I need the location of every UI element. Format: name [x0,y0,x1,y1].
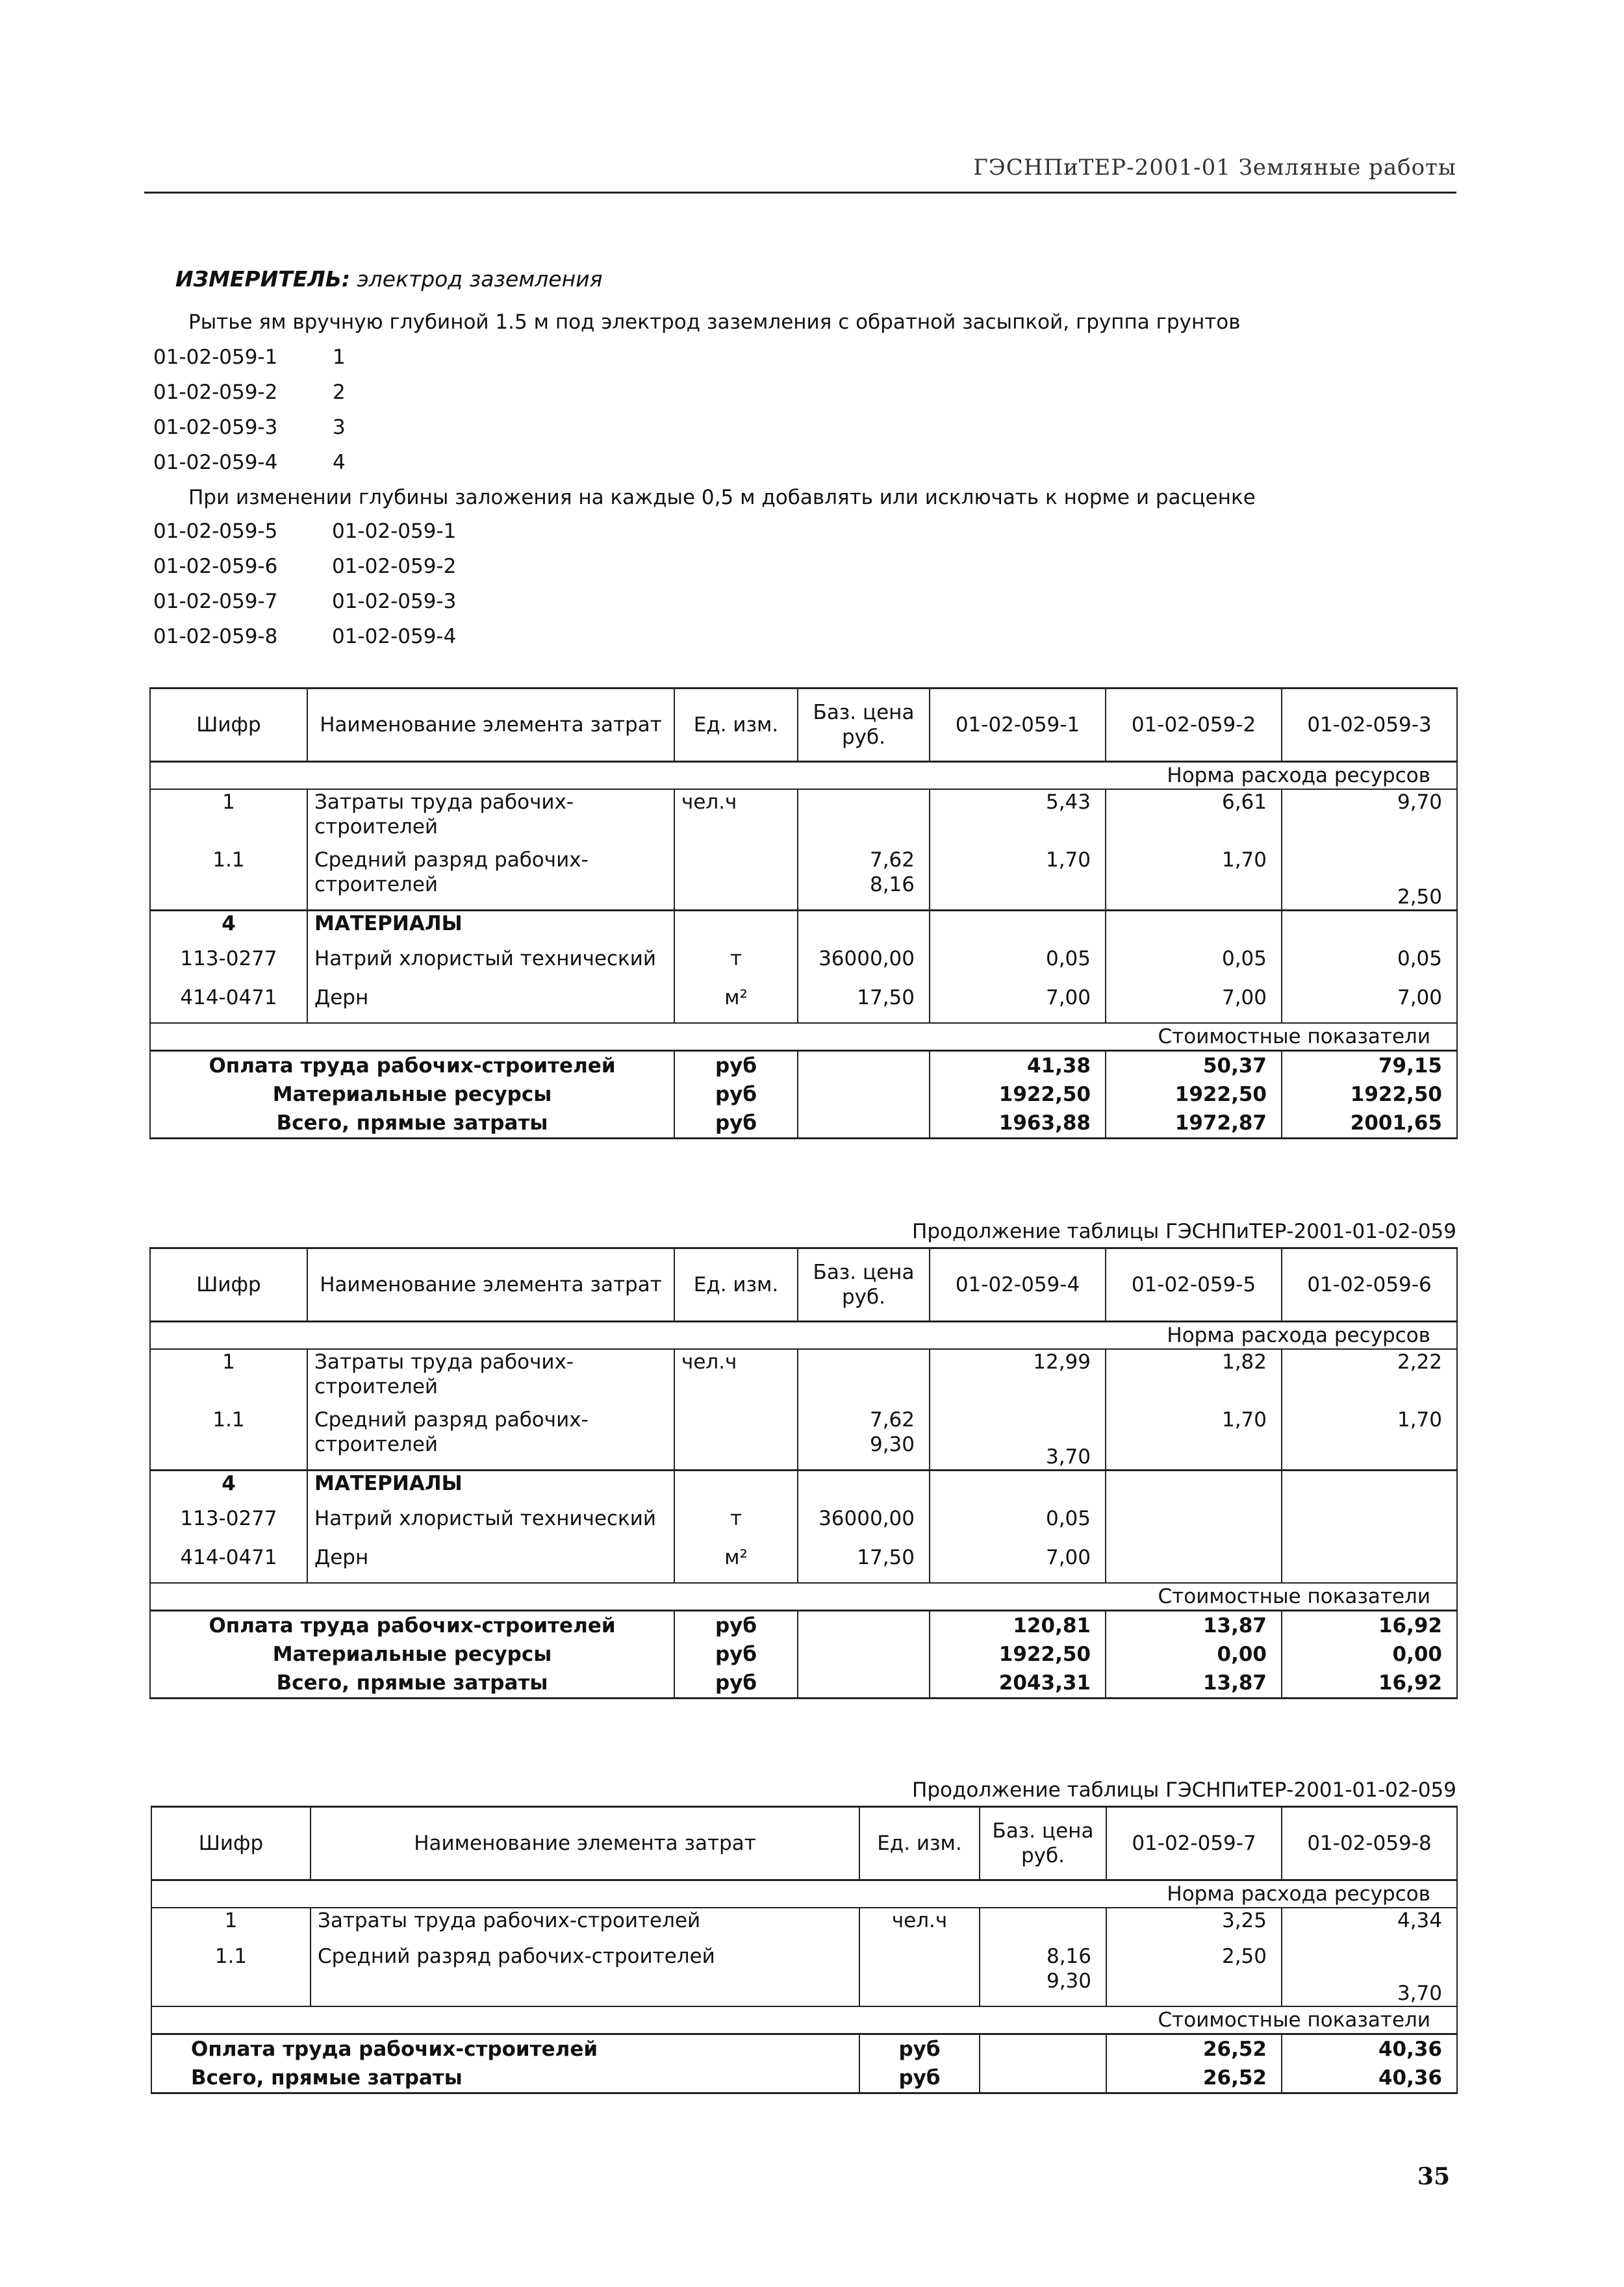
price-value: 8,16 [869,873,915,896]
group-code: 01-02-059-2 [153,381,278,404]
section-row [150,1583,1457,1611]
row-price [798,1408,930,1470]
total-value: 26,52 [1106,2064,1282,2093]
intro-line: Рытье ям вручную глубиной 1.5 м под электрод заземления с обратной засыпкой, группа грунтов [188,310,1241,334]
row-value: 7,00 [930,985,1106,1023]
row-value [1282,848,1457,910]
total-row [151,2034,1457,2064]
row-unit: чел.ч [859,1908,980,1944]
row-name: Дерн [307,985,674,1023]
group-code: 01-02-059-3 [153,416,278,439]
col-header-price: Баз. цена руб. [798,689,930,762]
total-value: 1963,88 [930,1109,1106,1139]
table-header-row [150,1248,1457,1322]
change-ref: 01-02-059-1 [332,520,457,543]
row-unit: т [674,946,798,985]
row-value: 2,22 [1282,1349,1457,1408]
measure-value: электрод заземления [357,266,603,292]
row-price: 17,50 [798,1545,930,1583]
resource-table-2 [149,1247,1458,1699]
price-value: 7,62 [869,848,915,872]
row-name: МАТЕРИАЛЫ [307,1470,674,1506]
continuation-caption: Продолжение таблицы ГЭСНПиТЕР-2001-01-02-059 [912,1220,1456,1243]
row-name: МАТЕРИАЛЫ [307,910,674,946]
price-value: 9,30 [869,1433,915,1456]
total-value: 40,36 [1282,2034,1457,2064]
total-name: Оплата труда рабочих-строителей [151,2034,859,2064]
total-value: 13,87 [1106,1669,1282,1699]
row-value: 1,82 [1106,1349,1282,1408]
row-value [1106,1408,1282,1470]
col-header-unit: Ед. изм. [674,1248,798,1322]
col-header-norm: 01-02-059-8 [1282,1807,1457,1880]
group-value: 1 [333,346,346,369]
col-header-unit: Ед. изм. [859,1807,980,1880]
row-value: 12,99 [930,1349,1106,1408]
section-label: Стоимостные показатели [151,2006,1457,2034]
total-row [150,1051,1457,1081]
total-value: 2043,31 [930,1669,1106,1699]
measure-line [175,266,602,292]
change-code: 01-02-059-7 [153,590,278,613]
table-row [150,1470,1457,1506]
group-value: 4 [333,451,346,474]
total-unit: руб [674,1669,798,1699]
row-name: Дерн [307,1545,674,1583]
price-value: 9,30 [1046,1969,1091,1993]
total-value: 41,38 [930,1051,1106,1081]
row-value [1106,1506,1282,1545]
section-row [150,1023,1457,1051]
col-header-norm: 01-02-059-1 [930,689,1106,762]
section-row [151,1880,1457,1908]
row-unit: м² [674,985,798,1023]
total-unit: руб [674,1051,798,1081]
row-unit [674,1408,798,1470]
table-row [150,1506,1457,1545]
row-value: 9,70 [1282,789,1457,848]
total-name: Всего, прямые затраты [150,1109,674,1139]
section-row [150,762,1457,790]
total-row [150,1611,1457,1641]
value: 3,70 [1045,1445,1091,1469]
value: 1,70 [1221,1408,1267,1432]
table-row [150,789,1457,848]
row-value: 5,43 [930,789,1106,848]
row-unit [674,848,798,910]
row-name: Затраты труда рабочих-строителей [307,1349,674,1408]
table-row [150,1545,1457,1583]
group-value: 3 [333,416,346,439]
measure-label: ИЗМЕРИТЕЛЬ: [175,266,351,292]
total-unit: руб [674,1611,798,1641]
table-row [151,1908,1457,1944]
col-header-norm: 01-02-059-3 [1282,689,1457,762]
col-header-name: Наименование элемента затрат [311,1807,859,1880]
col-header-norm: 01-02-059-2 [1106,689,1282,762]
table-header-row [151,1807,1457,1880]
value: 3,70 [1397,1982,1442,2005]
total-unit: руб [859,2064,980,2093]
row-unit: т [674,1506,798,1545]
table-row [150,985,1457,1023]
row-price: 36000,00 [798,946,930,985]
row-value: 3,25 [1106,1908,1282,1944]
row-code: 4 [150,910,307,946]
total-value: 79,15 [1282,1051,1457,1081]
total-value: 16,92 [1282,1611,1457,1641]
row-code: 1 [151,1908,311,1944]
value: 2,50 [1221,1945,1267,1968]
row-value: 6,61 [1106,789,1282,848]
col-header-norm: 01-02-059-4 [930,1248,1106,1322]
group-code: 01-02-059-4 [153,451,278,474]
section-label: Норма расхода ресурсов [150,1322,1457,1350]
change-code: 01-02-059-5 [153,520,278,543]
change-code: 01-02-059-8 [153,625,278,648]
table-row [151,1944,1457,2006]
running-header: ГЭСНПиТЕР-2001-01 Земляные работы [973,155,1456,181]
total-row [150,1640,1457,1669]
row-value: 4,34 [1282,1908,1457,1944]
total-value: 26,52 [1106,2034,1282,2064]
group-value: 2 [333,381,346,404]
row-value [1106,1545,1282,1583]
row-value [1106,848,1282,910]
col-header-name: Наименование элемента затрат [307,1248,674,1322]
row-value: 0,05 [1106,946,1282,985]
table-row [150,946,1457,985]
row-code: 113-0277 [150,946,307,985]
total-value: 50,37 [1106,1051,1282,1081]
total-value: 1972,87 [1106,1109,1282,1139]
table-row [150,1349,1457,1408]
price-value: 7,62 [869,1408,915,1432]
row-price [798,848,930,910]
total-unit: руб [674,1080,798,1109]
total-value: 16,92 [1282,1669,1457,1699]
change-ref: 01-02-059-2 [332,555,457,578]
row-price [798,789,930,848]
row-code: 4 [150,1470,307,1506]
row-value: 0,05 [1282,946,1457,985]
row-name: Натрий хлористый технический [307,946,674,985]
row-name: Средний разряд рабочих-строителей [307,848,674,910]
total-name: Всего, прямые затраты [151,2064,859,2093]
col-header-price: Баз. цена руб. [980,1807,1106,1880]
value: 1,70 [1221,848,1267,872]
row-value [930,1408,1106,1470]
table-row [150,910,1457,946]
total-value: 1922,50 [930,1080,1106,1109]
row-code: 113-0277 [150,1506,307,1545]
total-value: 40,36 [1282,2064,1457,2093]
total-name: Материальные ресурсы [150,1080,674,1109]
section-label: Норма расхода ресурсов [151,1880,1457,1908]
col-header-code: Шифр [151,1807,311,1880]
row-value [1282,1506,1457,1545]
change-ref: 01-02-059-3 [332,590,457,613]
row-price: 17,50 [798,985,930,1023]
row-value [1282,1408,1457,1470]
row-code: 414-0471 [150,1545,307,1583]
row-unit: чел.ч [674,1349,798,1408]
change-ref: 01-02-059-4 [332,625,457,648]
row-name: Затраты труда рабочих-строителей [307,789,674,848]
col-header-norm: 01-02-059-7 [1106,1807,1282,1880]
section-row [150,1322,1457,1350]
col-header-unit: Ед. изм. [674,689,798,762]
row-value [1282,1545,1457,1583]
row-price [980,1908,1106,1944]
row-value: 7,00 [1106,985,1282,1023]
resource-table-3 [151,1806,1458,2094]
total-value: 1922,50 [930,1640,1106,1669]
section-row [151,2006,1457,2034]
total-value: 0,00 [1282,1640,1457,1669]
row-code: 1.1 [150,1408,307,1470]
row-price [980,1944,1106,2006]
row-unit: м² [674,1545,798,1583]
row-name: Средний разряд рабочих-строителей [311,1944,859,2006]
group-code: 01-02-059-1 [153,346,278,369]
row-price: 36000,00 [798,1506,930,1545]
header-rule [144,192,1456,194]
table-row [150,848,1457,910]
value: 1,70 [1397,1408,1442,1432]
total-name: Оплата труда рабочих-строителей [150,1051,674,1081]
row-unit: чел.ч [674,789,798,848]
row-code: 1.1 [151,1944,311,2006]
total-row [150,1109,1457,1139]
total-unit: руб [674,1640,798,1669]
total-unit: руб [859,2034,980,2064]
col-header-code: Шифр [150,689,307,762]
row-value: 7,00 [930,1545,1106,1583]
total-value: 13,87 [1106,1611,1282,1641]
row-unit [859,1944,980,2006]
col-header-code: Шифр [150,1248,307,1322]
row-value [930,848,1106,910]
total-value: 0,00 [1106,1640,1282,1669]
row-value: 7,00 [1282,985,1457,1023]
section-label: Норма расхода ресурсов [150,762,1457,790]
continuation-caption: Продолжение таблицы ГЭСНПиТЕР-2001-01-02-059 [912,1778,1456,1802]
value: 1,70 [1045,848,1091,872]
total-row [150,1080,1457,1109]
row-value: 0,05 [930,946,1106,985]
col-header-norm: 01-02-059-5 [1106,1248,1282,1322]
total-value: 2001,65 [1282,1109,1457,1139]
row-value: 0,05 [930,1506,1106,1545]
section-label: Стоимостные показатели [150,1023,1457,1051]
table-row [150,1408,1457,1470]
total-value: 1922,50 [1282,1080,1457,1109]
row-code: 1 [150,1349,307,1408]
total-name: Оплата труда рабочих-строителей [150,1611,674,1641]
total-row [151,2064,1457,2093]
resource-table-1 [149,687,1458,1139]
col-header-norm: 01-02-059-6 [1282,1248,1457,1322]
total-value: 1922,50 [1106,1080,1282,1109]
row-value [1282,1944,1457,2006]
section-label: Стоимостные показатели [150,1583,1457,1611]
total-name: Всего, прямые затраты [150,1669,674,1699]
row-code: 1 [150,789,307,848]
row-name: Натрий хлористый технический [307,1506,674,1545]
row-value [1106,1944,1282,2006]
row-name: Затраты труда рабочих-строителей [311,1908,859,1944]
change-line: При изменении глубины заложения на каждые 0,5 м добавлять или исключать к норме и расценке [188,486,1256,509]
price-value: 8,16 [1046,1945,1091,1968]
total-value: 120,81 [930,1611,1106,1641]
change-code: 01-02-059-6 [153,555,278,578]
row-price [798,1349,930,1408]
total-name: Материальные ресурсы [150,1640,674,1669]
row-code: 414-0471 [150,985,307,1023]
row-name: Средний разряд рабочих-строителей [307,1408,674,1470]
value: 2,50 [1397,885,1442,909]
total-unit: руб [674,1109,798,1139]
row-code: 1.1 [150,848,307,910]
col-header-name: Наименование элемента затрат [307,689,674,762]
total-row [150,1669,1457,1699]
table-header-row [150,689,1457,762]
col-header-price: Баз. цена руб. [798,1248,930,1322]
page-number: 35 [1417,2163,1450,2190]
